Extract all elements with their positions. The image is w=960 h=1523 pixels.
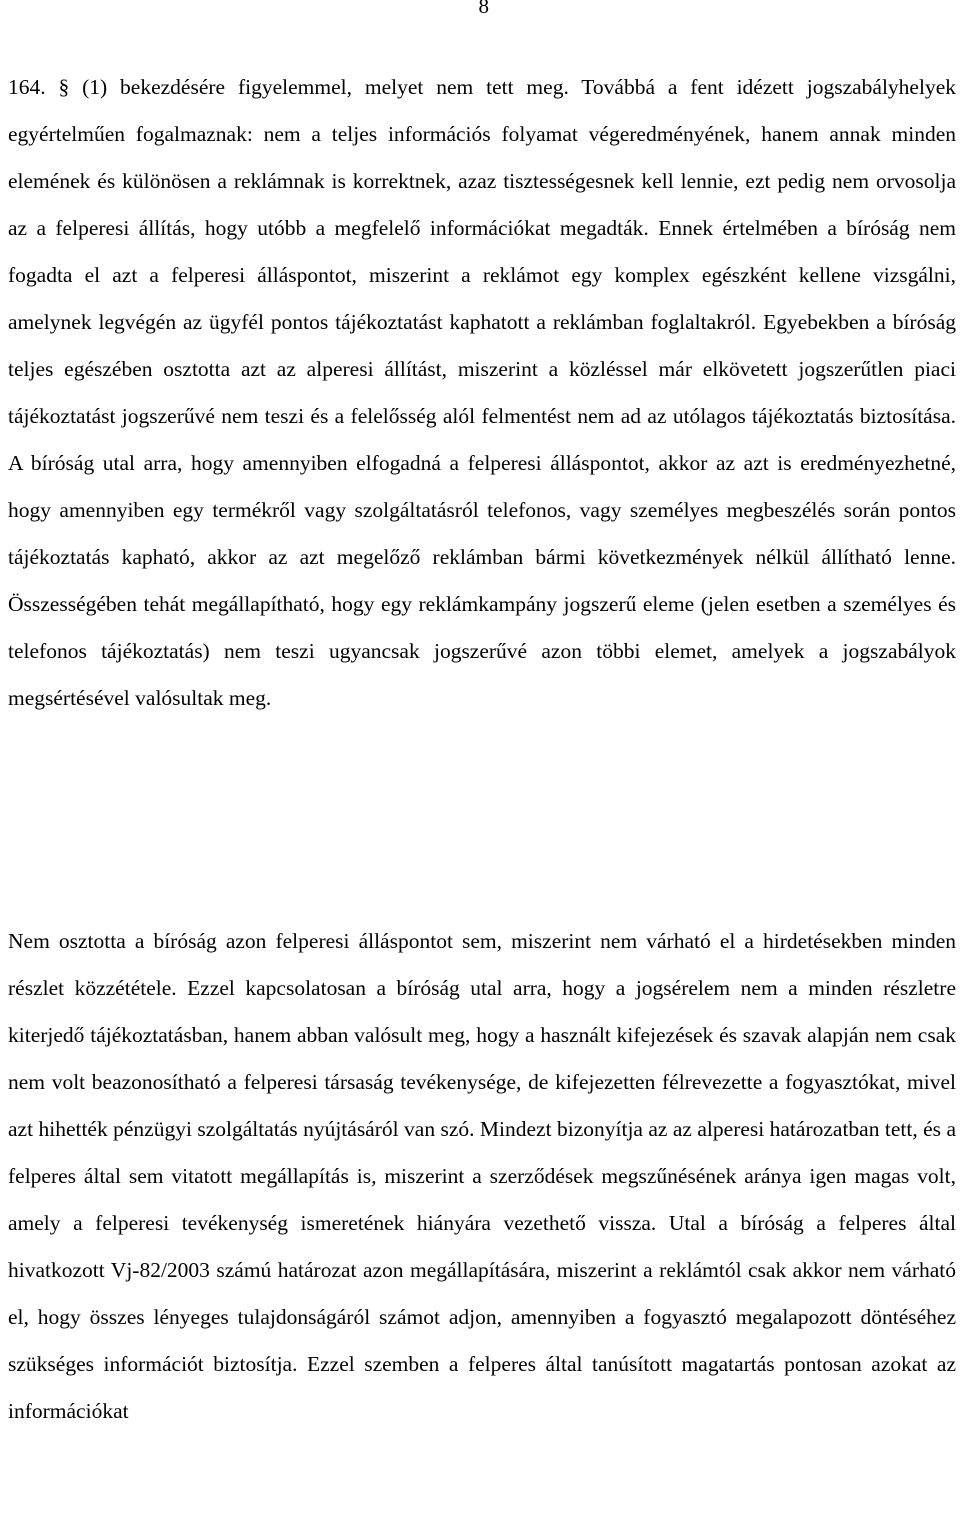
- paragraph-1: 164. § (1) bekezdésére figyelemmel, melyet nem tett meg. Továbbá a fent idézett jogszabályhelyek egyértelműen fogalmaznak: nem a teljes információs folyamat végeredményének, hanem annak minden elemének és különösen a reklámnak is korrektnek, azaz tisztességesnek kell lennie, ezt pedig nem orvosolja az a felperesi állítás, hogy utóbb a megfelelő információkat megadták. Ennek értelmében a bíróság nem fogadta el azt a felperesi álláspontot, miszerint a reklámot egy komplex egészként kellene vizsgálni, amelynek legvégén az ügyfél pontos tájékoztatást kaphatott a reklámban foglaltakról. Egyebekben a bíróság teljes egészében osztotta azt az alperesi állítást, miszerint a közléssel már elkövetett jogszerűtlen piaci tájékoztatást jogszerűvé nem teszi és a felelősség alól felmentést nem ad az utólagos tájékoztatás biztosítása. A bíróság utal arra, hogy amennyiben elfogadná a felperesi álláspontot, akkor az azt is eredményezhetné, hogy amennyiben egy termékről vagy szolgáltatásról telefonos, vagy személyes megbeszélés során pontos tájékoztatás kapható, akkor az azt megelőző reklámban bármi következmények nélkül állítható lenne. Összességében tehát megállapítható, hogy egy reklámkampány jogszerű eleme (jelen esetben a személyes és telefonos tájékoztatás) nem teszi ugyancsak jogszerűvé azon többi elemet, amelyek a jogszabályok megsértésével valósultak meg.: [8, 75, 956, 710]
- paragraph-2: Nem osztotta a bíróság azon felperesi álláspontot sem, miszerint nem várható el a hirdetésekben minden részlet közzététele. Ezzel kapcsolatosan a bíróság utal arra, hogy a jogsérelem nem a minden részletre kiterjedő tájékoztatásban, hanem abban valósult meg, hogy a használt kifejezések és szavak alapján nem csak nem volt beazonosítható a felperesi társaság tevékenysége, de kifejezetten félrevezette a fogyasztókat, mivel azt hihették pénzügyi szolgáltatás nyújtásáról van szó. Mindezt bizonyítja az az alperesi határozatban tett, és a felperes által sem vitatott megállapítás is, miszerint a szerződések megszűnésének aránya igen magas volt, amely a felperesi tevékenység ismeretének hiányára vezethető vissza. Utal a bíróság a felperes által hivatkozott Vj-82/2003 számú határozat azon megállapítására, miszerint a reklámtól csak akkor nem várható el, hogy összes lényeges tulajdonságáról számot adjon, amennyiben a fogyasztó megalapozott döntéséhez szükséges információt biztosítja. Ezzel szemben a felperes által tanúsított magatartás pontosan azokat az információkat: [8, 929, 956, 1423]
- page-number: 8: [478, 0, 489, 18]
